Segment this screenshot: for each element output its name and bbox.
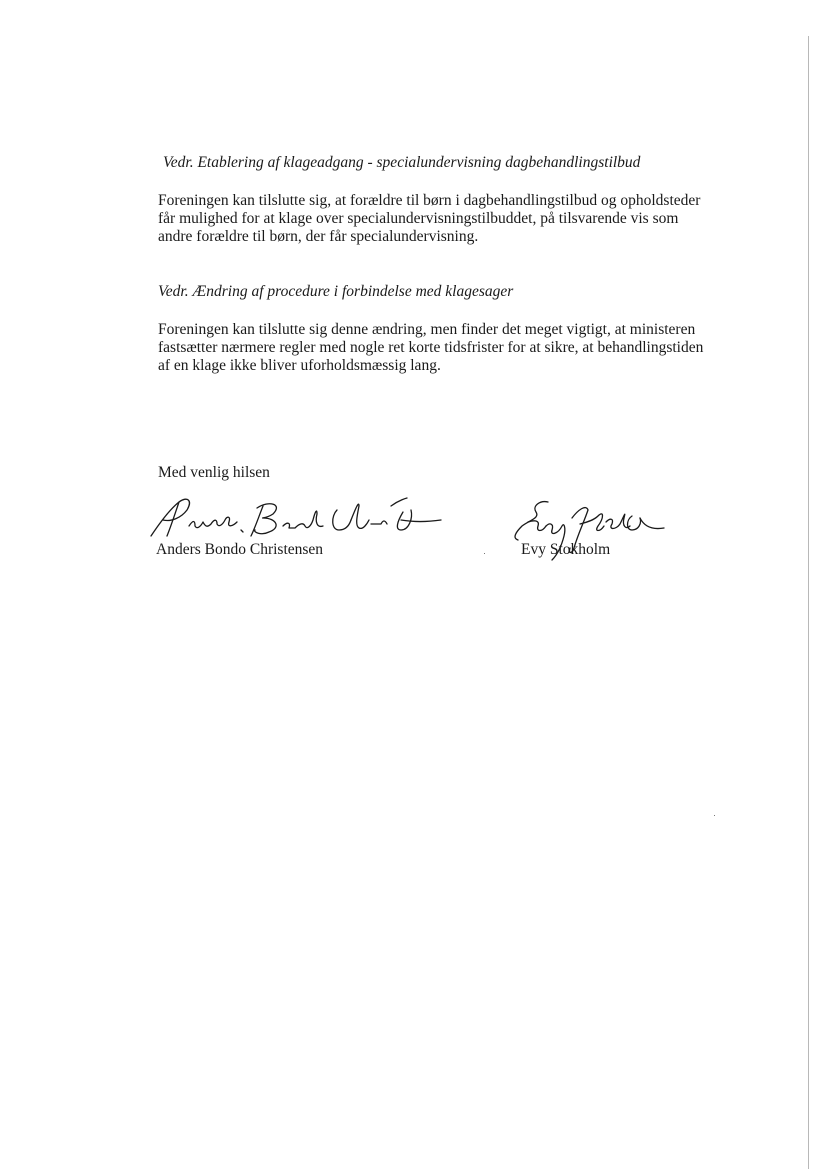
scan-speck: [484, 553, 485, 554]
paragraph-line: Foreningen kan tilslutte sig, at forældre til børn i dagbehandlingstilbud og opholdsteder: [158, 192, 701, 209]
paragraph-procedure: [158, 321, 733, 375]
section-heading-procedure: Vedr. Ændring af procedure i forbindelse med klagesager: [158, 283, 514, 300]
section-heading-klageadgang: Vedr. Etablering af klageadgang - specialundervisning dagbehandlingstilbud: [163, 154, 641, 171]
closing-greeting: Med venlig hilsen: [158, 464, 270, 481]
signatory-name: Anders Bondo Christensen: [156, 541, 324, 558]
paragraph-line: fastsætter nærmere regler med nogle ret korte tidsfrister for at sikre, at behandlingstiden: [158, 339, 704, 356]
paragraph-line: af en klage ikke bliver uforholdsmæssig lang.: [158, 357, 441, 374]
paragraph-line: andre forældre til børn, der får specialundervisning.: [158, 228, 479, 245]
scan-speck: [714, 815, 715, 816]
signature-anders-bondo-christensen: [145, 490, 445, 542]
signatory-name: Evy Stokholm: [521, 541, 611, 558]
paragraph-klageadgang: [158, 192, 733, 246]
paragraph-line: Foreningen kan tilslutte sig denne ændring, men finder det meget vigtigt, at ministeren: [158, 321, 696, 338]
paragraph-line: får mulighed for at klage over specialundervisningstilbuddet, på tilsvarende vis som: [158, 210, 679, 227]
scan-edge-line: [808, 36, 809, 1169]
